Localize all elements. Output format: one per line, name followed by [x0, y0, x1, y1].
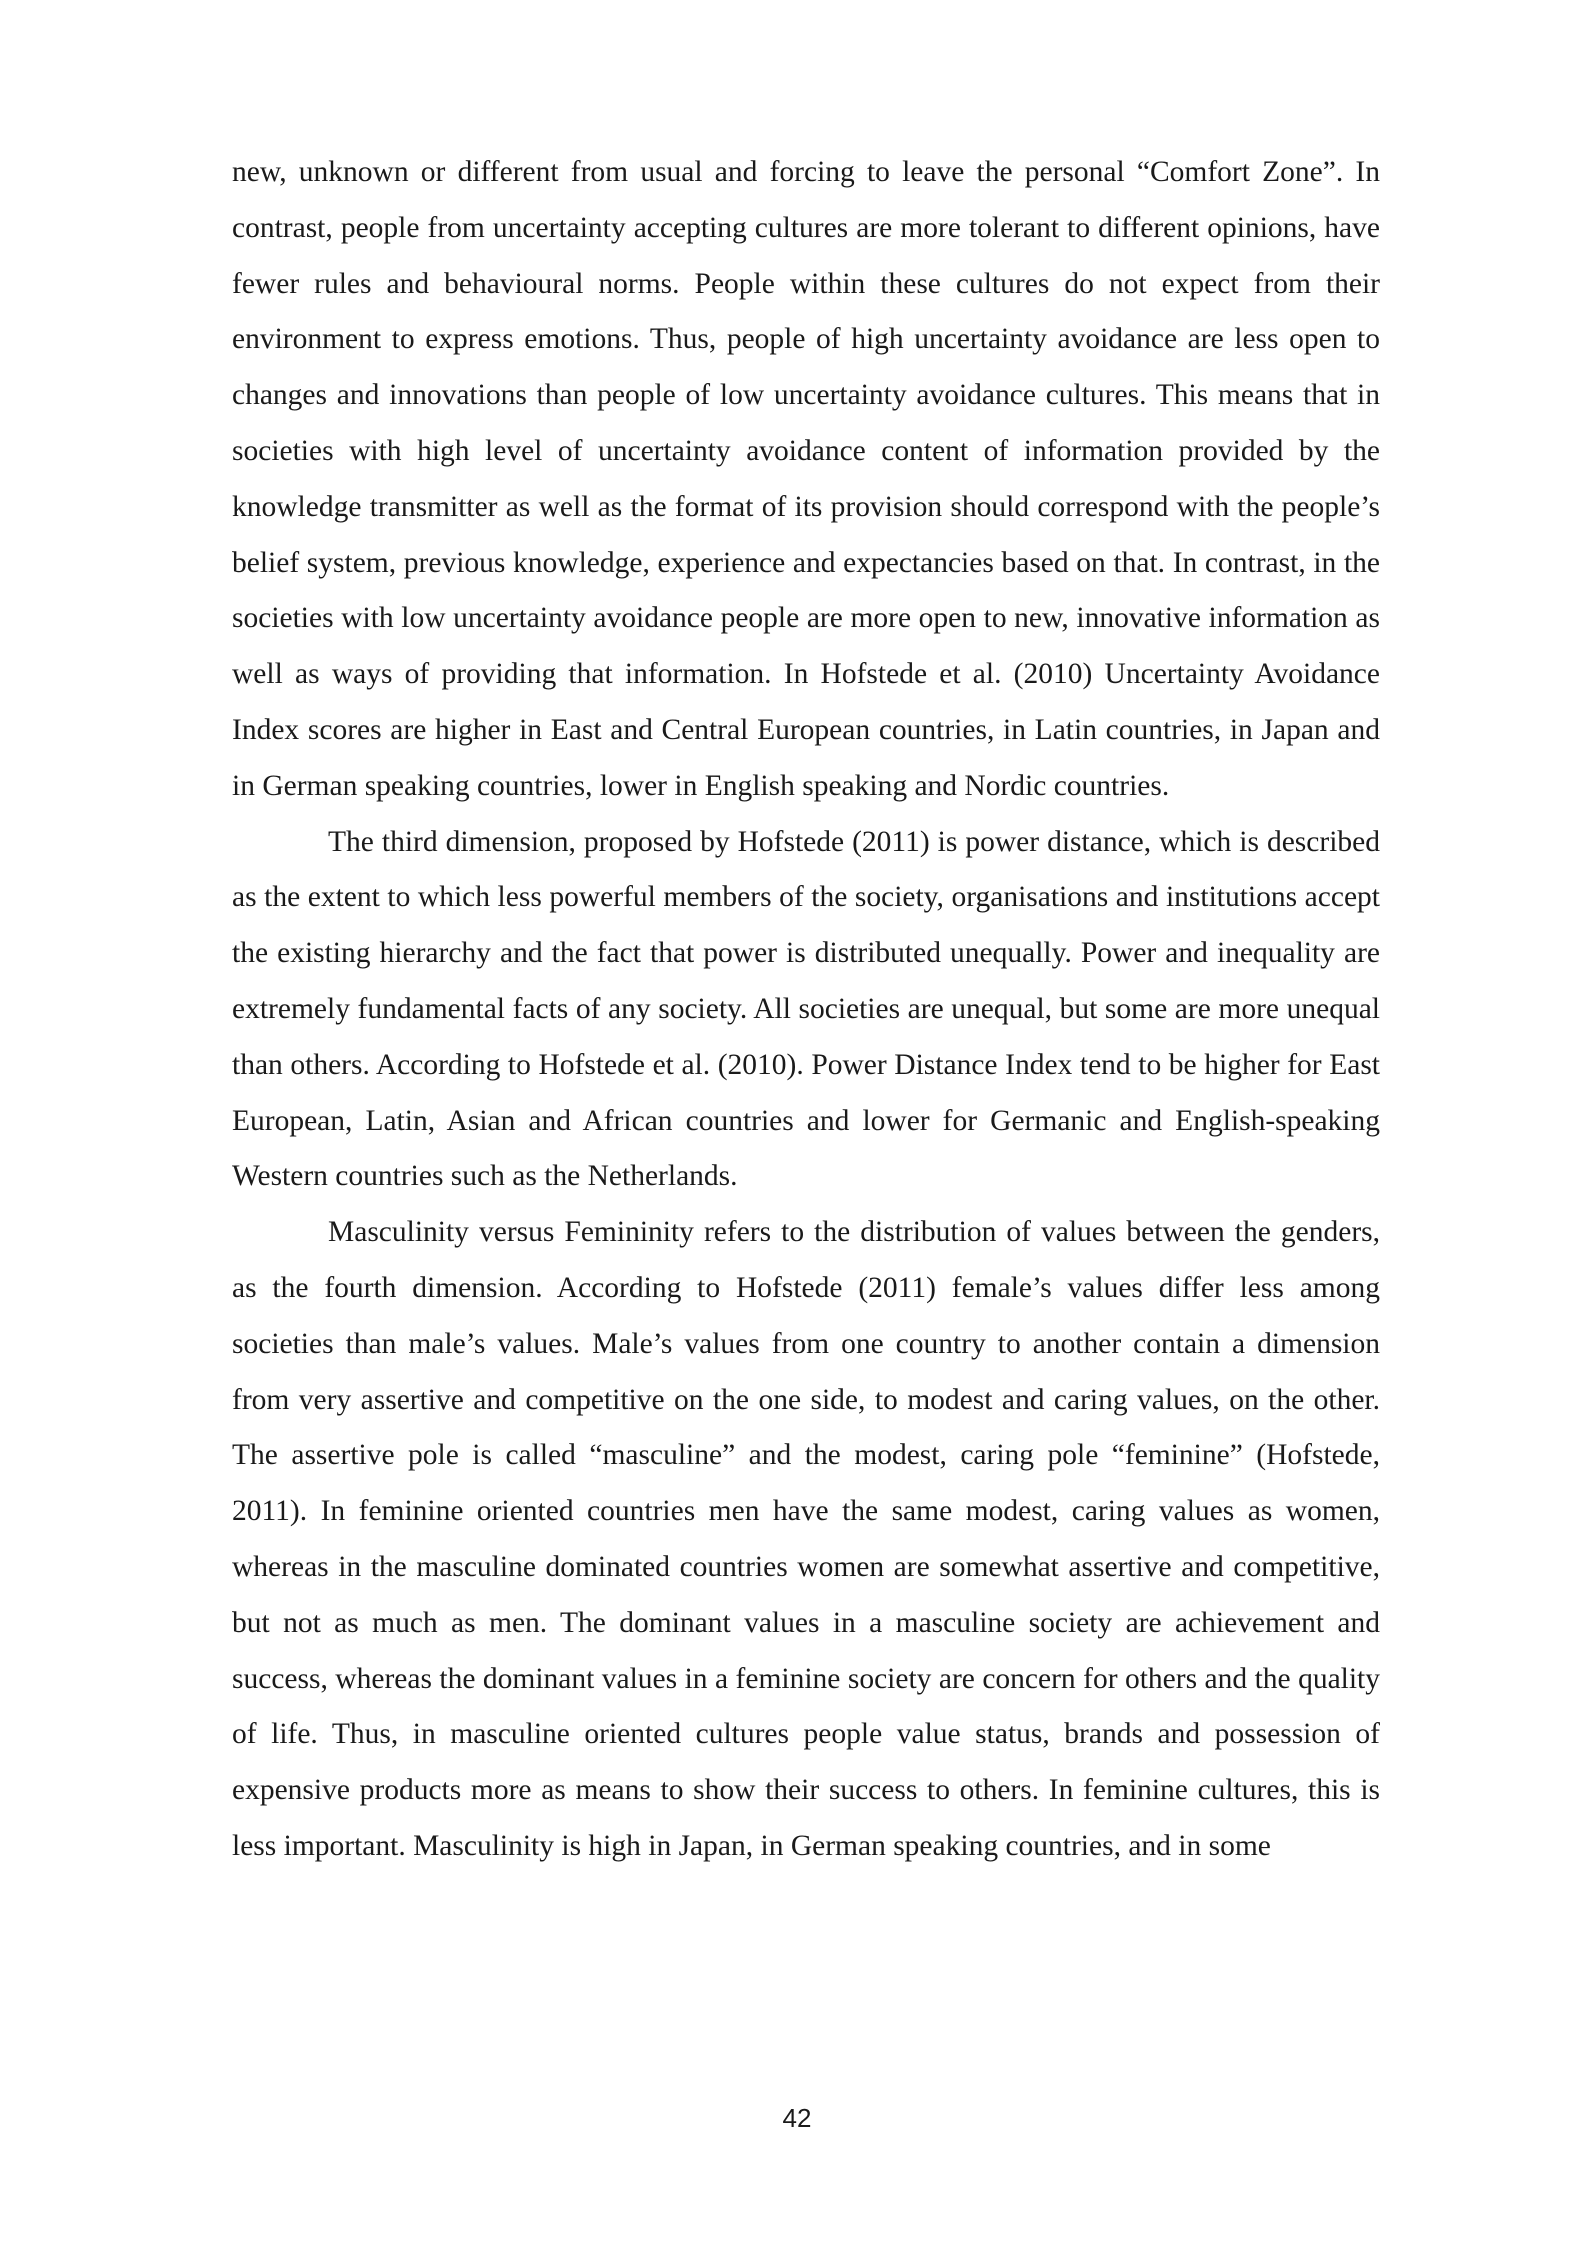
- body-text: [232, 145, 1380, 1875]
- page-number: 42: [782, 2103, 812, 2133]
- paragraph-power-distance: The third dimension, proposed by Hofstede (2011) is power distance, which is described as the extent to which less powerful members of the society, organisations and institutions accept the existing hierarchy and the fact that power is distributed unequally. Power and inequality are extremely fundamental facts of any society. All societies are unequal, but some are more unequal than others. According to Hofstede et al. (2010). Power Distance Index tend to be higher for East European, Latin, Asian and African countries and lower for Germanic and English-speaking Western countries such as the Netherlands.: [232, 825, 1380, 1193]
- paragraph-uncertainty-avoidance: new, unknown or different from usual and forcing to leave the personal “Comfort Zone”. In contrast, people from uncertainty accepting cultures are more tolerant to different opinions, have fewer rules and behavioural norms. People within these cultures do not expect from their environment to express emotions. Thus, people of high uncertainty avoidance are less open to changes and innovations than people of low uncertainty avoidance cultures. This means that in societies with high level of uncertainty avoidance content of information provided by the knowledge transmitter as well as the format of its provision should correspond with the people’s belief system, previous knowledge, experience and expectancies based on that. In contrast, in the societies with low uncertainty avoidance people are more open to new, innovative information as well as ways of providing that information. In Hofstede et al. (2010) Uncertainty Avoidance Index scores are higher in East and Central European countries, in Latin countries, in Japan and in German speaking countries, lower in English speaking and Nordic countries.: [232, 156, 1380, 802]
- paragraph-masculinity-femininity: Masculinity versus Femininity refers to the distribution of values between the genders, as the fourth dimension. According to Hofstede (2011) female’s values differ less among societies than male’s values. Male’s values from one country to another contain a dimension from very assertive and competitive on the one side, to modest and caring values, on the other. The assertive pole is called “masculine” and the modest, caring pole “feminine” (Hofstede, 2011). In feminine oriented countries men have the same modest, caring values as women, whereas in the masculine dominated countries women are somewhat assertive and competitive, but not as much as men. The dominant values in a masculine society are achievement and success, whereas the dominant values in a feminine society are concern for others and the quality of life. Thus, in masculine oriented cultures people value status, brands and possession of expensive products more as means to show their success to others. In feminine cultures, this is less important. Masculinity is high in Japan, in German speaking countries, and in some: [232, 1216, 1380, 1862]
